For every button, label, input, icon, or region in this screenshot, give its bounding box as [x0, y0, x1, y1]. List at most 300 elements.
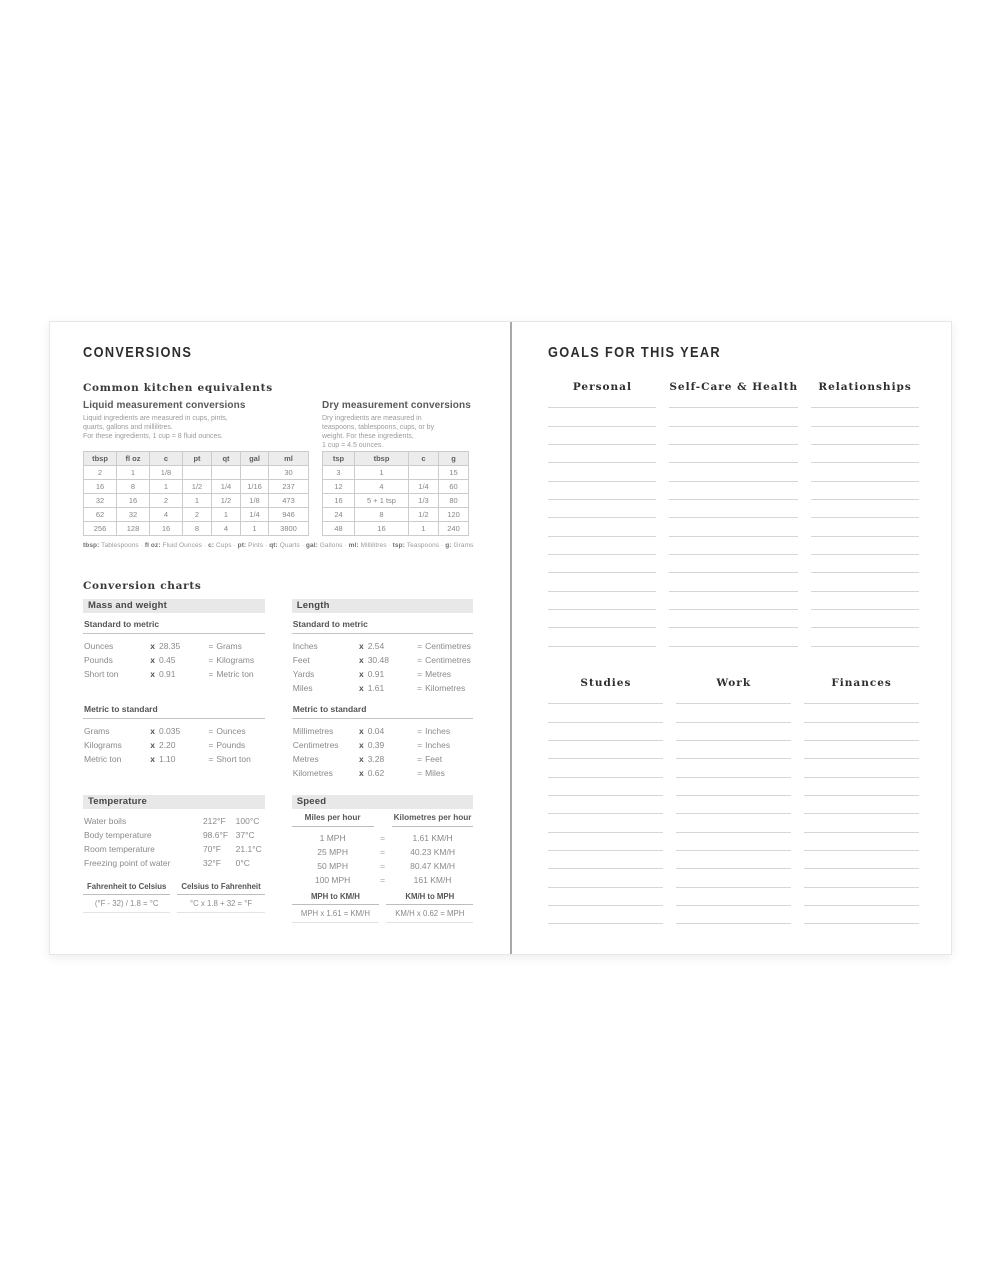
charts-left-column [83, 599, 265, 923]
table-cell: 16 [323, 494, 355, 508]
unit-from: Kilometres [292, 768, 333, 778]
conversion-subsection [292, 620, 474, 698]
table-cell: 1/16 [241, 480, 269, 494]
conversion-charts-grid [83, 599, 473, 923]
writing-line [548, 851, 663, 869]
celsius-value: 100°C [235, 816, 260, 826]
conversion-row [83, 653, 265, 667]
unit-from: Metric ton [84, 754, 122, 764]
unit-from: Miles [292, 683, 313, 693]
formula-text: °C x 1.8 + 32 = °F [177, 895, 264, 913]
factor: x 1.61 [358, 683, 385, 693]
goal-category-label: Self-Care & Health [669, 381, 799, 393]
goal-writing-lines [676, 686, 791, 924]
formula-column [386, 892, 473, 923]
writing-line [548, 628, 656, 646]
unit-from: Millimetres [292, 726, 334, 736]
column-header: gal [241, 452, 269, 466]
table-cell: 24 [323, 508, 355, 522]
temperature-label: Room temperature [84, 844, 155, 854]
mph-column-header: Miles per hour [292, 813, 374, 827]
dry-conversions-description: Dry ingredients are measured in teaspoons, tablespoons, cups, or by weight. For these ingredients, 1 cup = 4.5 ounces. [322, 415, 435, 449]
table-cell: 1 [117, 466, 150, 480]
table-cell: 1/2 [409, 508, 439, 522]
conversion-row [292, 724, 474, 738]
unit-to: = Inches [417, 726, 451, 736]
length-block [292, 599, 474, 795]
celsius-value: 21.1°C [235, 844, 262, 854]
writing-line [804, 741, 919, 759]
table-cell: 1/2 [183, 480, 212, 494]
writing-line [669, 610, 798, 628]
factor: x 0.91 [358, 669, 385, 679]
writing-line [811, 628, 919, 646]
writing-line [548, 500, 656, 518]
table-cell: 1/8 [150, 466, 183, 480]
conversion-subsection [83, 620, 265, 698]
temperature-rows [83, 814, 265, 913]
writing-line [548, 704, 663, 722]
kmh-column-header: Kilometres per hour [392, 813, 474, 827]
goal-column [669, 381, 798, 647]
conversion-row [292, 681, 474, 695]
writing-line [669, 518, 798, 536]
unit-to: = Feet [417, 754, 443, 764]
writing-line [811, 537, 919, 555]
speed-row [292, 845, 474, 859]
writing-line [804, 759, 919, 777]
column-header: c [409, 452, 439, 466]
charts-right-column [292, 599, 474, 923]
factor: x 0.45 [150, 655, 176, 665]
writing-line [548, 592, 656, 610]
subsection-title: Standard to metric [292, 620, 474, 634]
temperature-label: Freezing point of water [84, 858, 171, 868]
unit-from: Grams [84, 726, 110, 736]
writing-line [669, 463, 798, 481]
goal-category-label: Relationships [818, 381, 912, 393]
writing-line [548, 573, 656, 591]
table-row [84, 466, 309, 480]
equals-sign: = [380, 847, 386, 857]
writing-line [548, 888, 663, 906]
unit-from: Kilograms [84, 740, 122, 750]
mph-value: 1 MPH [319, 833, 346, 843]
unit-to: = Metres [417, 669, 452, 679]
speed-column-headers [292, 813, 474, 827]
table-cell: 8 [117, 480, 150, 494]
writing-line [811, 482, 919, 500]
writing-line [804, 888, 919, 906]
writing-line [548, 833, 663, 851]
table-cell: 1/8 [241, 494, 269, 508]
abbreviations-footnote: tbsp: Tablespoons · fl oz: Fluid Ounces · c: Cups · pt: Pints · qt: Quarts · gal: Gallons · ml: Millilitres · tsp: Teaspoons · g: Grams [83, 542, 474, 549]
goal-category-label: Personal [572, 381, 632, 393]
liquid-conversions-block [83, 400, 308, 536]
liquid-conversions-heading: Liquid measurement conversions [83, 400, 246, 411]
conversion-row [292, 653, 474, 667]
mass-weight-bar: Mass and weight [83, 599, 265, 613]
formula-column [83, 882, 170, 913]
table-row [84, 480, 309, 494]
factor: x 3.28 [358, 754, 385, 764]
conversion-row [83, 639, 265, 653]
table-cell: 32 [117, 508, 150, 522]
writing-line [676, 796, 791, 814]
goals-sections [548, 381, 919, 924]
temperature-reference-rows [83, 814, 265, 870]
column-header: tbsp [355, 452, 409, 466]
unit-from: Ounces [84, 641, 114, 651]
writing-line [676, 906, 791, 924]
table-cell: 1/4 [409, 480, 439, 494]
table-cell: 16 [117, 494, 150, 508]
kmh-value: 80.47 KM/H [410, 861, 455, 871]
writing-line [548, 869, 663, 887]
subsection-title: Metric to standard [292, 705, 474, 719]
formula-column [177, 882, 264, 913]
table-cell: 62 [84, 508, 117, 522]
unit-from: Pounds [84, 655, 113, 665]
writing-line [676, 851, 791, 869]
factor: x 2.54 [358, 641, 385, 651]
table-cell: 60 [439, 480, 469, 494]
writing-line [548, 610, 656, 628]
table-cell: 4 [212, 522, 241, 536]
factor: x 0.04 [358, 726, 385, 736]
table-row [84, 508, 309, 522]
writing-line [804, 778, 919, 796]
table-cell: 2 [84, 466, 117, 480]
temperature-row [83, 842, 265, 856]
conversion-row [292, 766, 474, 780]
writing-line [669, 537, 798, 555]
conversion-subsection [292, 705, 474, 780]
planner-open-spread [49, 321, 952, 955]
conversions-page [50, 322, 510, 954]
column-header: c [150, 452, 183, 466]
conversion-row [83, 738, 265, 752]
table-row [323, 508, 469, 522]
writing-line [804, 723, 919, 741]
table-cell: 16 [84, 480, 117, 494]
speed-formulas [292, 892, 474, 923]
writing-line [548, 906, 663, 924]
table-cell [409, 466, 439, 480]
equals-sign: = [380, 875, 386, 885]
table-cell: 2 [183, 508, 212, 522]
table-cell: 128 [117, 522, 150, 536]
table-row [84, 522, 309, 536]
mass-weight-block [83, 599, 265, 795]
factor: x 0.62 [358, 768, 385, 778]
table-cell: 237 [269, 480, 309, 494]
conversion-row [292, 667, 474, 681]
table-cell: 1 [212, 508, 241, 522]
writing-line [676, 814, 791, 832]
formula-text: KM/H x 0.62 = MPH [386, 905, 473, 923]
equals-sign: = [380, 833, 386, 843]
writing-line [804, 814, 919, 832]
writing-line [669, 628, 798, 646]
table-header-row [323, 452, 469, 466]
writing-line [669, 427, 798, 445]
writing-line [811, 555, 919, 573]
dry-conversions-block [322, 400, 471, 536]
writing-line [811, 500, 919, 518]
table-row [84, 494, 309, 508]
table-cell [241, 466, 269, 480]
goal-writing-lines [548, 686, 663, 924]
writing-line [548, 482, 656, 500]
mph-value: 50 MPH [317, 861, 348, 871]
temperature-label: Body temperature [84, 830, 152, 840]
conversion-row [83, 667, 265, 681]
writing-line [548, 555, 656, 573]
writing-line [669, 445, 798, 463]
page-title-conversions: CONVERSIONS [83, 344, 193, 361]
factor: x 0.39 [358, 740, 385, 750]
mass-weight-rows [83, 620, 265, 766]
writing-line [811, 463, 919, 481]
unit-from: Yards [292, 669, 315, 679]
table-cell: 30 [269, 466, 309, 480]
mph-value: 100 MPH [314, 875, 351, 885]
goal-column [804, 677, 919, 924]
writing-line [548, 518, 656, 536]
writing-line [804, 851, 919, 869]
factor: x 0.91 [150, 669, 176, 679]
table-row [323, 494, 469, 508]
table-cell: 48 [323, 522, 355, 536]
writing-line [548, 445, 656, 463]
table-row [323, 466, 469, 480]
table-cell: 16 [355, 522, 409, 536]
length-bar: Length [292, 599, 474, 613]
writing-line [676, 759, 791, 777]
table-cell: 15 [439, 466, 469, 480]
unit-to: = Centimetres [417, 641, 471, 651]
writing-line [804, 869, 919, 887]
formula-title: Fahrenheit to Celsius [83, 882, 170, 895]
fahrenheit-value: 212°F [202, 816, 226, 826]
writing-line [548, 759, 663, 777]
unit-to: = Pounds [208, 740, 246, 750]
table-header-row [84, 452, 309, 466]
table-cell: 1 [150, 480, 183, 494]
formula-text: MPH x 1.61 = KM/H [292, 905, 379, 923]
temperature-formulas [83, 882, 265, 913]
writing-line [804, 833, 919, 851]
formula-title: Celsius to Fahrenheit [177, 882, 264, 895]
writing-line [548, 814, 663, 832]
subsection-title: Standard to metric [83, 620, 265, 634]
writing-line [548, 537, 656, 555]
speed-bar: Speed [292, 795, 474, 809]
writing-line [669, 500, 798, 518]
conversion-row [83, 724, 265, 738]
table-cell: 32 [84, 494, 117, 508]
goal-category-label: Finances [831, 676, 892, 689]
writing-line [676, 723, 791, 741]
formula-text: (°F - 32) / 1.8 = °C [83, 895, 170, 913]
writing-line [548, 463, 656, 481]
writing-line [548, 796, 663, 814]
fahrenheit-value: 98.6°F [202, 830, 229, 840]
kmh-value: 1.61 KM/H [412, 833, 453, 843]
table-cell: 1/4 [241, 508, 269, 522]
writing-line [548, 723, 663, 741]
table-cell: 8 [183, 522, 212, 536]
goal-column [811, 381, 919, 647]
speed-rows [292, 813, 474, 923]
factor: x 1.10 [150, 754, 176, 764]
fahrenheit-value: 70°F [202, 844, 221, 854]
writing-line [676, 869, 791, 887]
table-cell: 4 [355, 480, 409, 494]
conversion-charts-heading: Conversion charts [83, 580, 202, 592]
unit-from: Centimetres [292, 740, 339, 750]
conversion-row [292, 639, 474, 653]
unit-to: = Metric ton [208, 669, 254, 679]
column-header: ml [269, 452, 309, 466]
table-cell: 1 [241, 522, 269, 536]
kmh-value: 161 KM/H [413, 875, 452, 885]
unit-to: = Centimetres [417, 655, 471, 665]
subsection-title: Metric to standard [83, 705, 265, 719]
fahrenheit-value: 32°F [202, 858, 221, 868]
temperature-row [83, 814, 265, 828]
table-cell [183, 466, 212, 480]
temperature-row [83, 828, 265, 842]
factor: x 28.35 [150, 641, 181, 651]
goal-column [676, 677, 791, 924]
writing-line [811, 592, 919, 610]
goal-column [548, 381, 656, 647]
page-title-goals: GOALS FOR THIS YEAR [548, 344, 722, 361]
writing-line [676, 778, 791, 796]
mph-value: 25 MPH [317, 847, 348, 857]
speed-row [292, 859, 474, 873]
kmh-value: 40.23 KM/H [410, 847, 455, 857]
speed-reference-rows [292, 831, 474, 887]
table-cell [212, 466, 241, 480]
table-cell: 256 [84, 522, 117, 536]
table-cell: 1/4 [212, 480, 241, 494]
temperature-block [83, 795, 265, 913]
goal-writing-lines [548, 390, 656, 647]
liquid-conversions-description: Liquid ingredients are measured in cups, pints, quarts, gallons and millilitres. For these ingredients, 1 cup = 8 fluid ounces. [83, 415, 228, 440]
unit-from: Inches [292, 641, 318, 651]
conversion-row [83, 752, 265, 766]
table-cell: 1 [355, 466, 409, 480]
writing-line [548, 741, 663, 759]
dry-conversions-table [322, 451, 469, 536]
table-cell: 4 [150, 508, 183, 522]
table-cell: 80 [439, 494, 469, 508]
unit-to: = Inches [417, 740, 451, 750]
writing-line [669, 408, 798, 426]
formula-title: MPH to KM/H [292, 892, 379, 905]
dry-conversions-heading: Dry measurement conversions [322, 400, 471, 411]
writing-line [669, 573, 798, 591]
unit-to: = Kilometres [417, 683, 466, 693]
column-header: pt [183, 452, 212, 466]
column-header: g [439, 452, 469, 466]
goal-column [548, 677, 663, 924]
equals-sign: = [380, 861, 386, 871]
factor: x 30.48 [358, 655, 389, 665]
column-header: tsp [323, 452, 355, 466]
writing-line [548, 408, 656, 426]
table-cell: 1 [409, 522, 439, 536]
writing-line [669, 555, 798, 573]
goal-writing-lines [804, 686, 919, 924]
temperature-bar: Temperature [83, 795, 265, 809]
length-rows [292, 620, 474, 780]
conversion-subsection [83, 705, 265, 766]
unit-to: = Ounces [208, 726, 246, 736]
unit-to: = Short ton [208, 754, 251, 764]
unit-to: = Grams [208, 641, 242, 651]
table-row [323, 522, 469, 536]
table-row [323, 480, 469, 494]
unit-from: Short ton [84, 669, 119, 679]
table-cell: 946 [269, 508, 309, 522]
writing-line [669, 482, 798, 500]
unit-to: = Miles [417, 768, 445, 778]
column-header: qt [212, 452, 241, 466]
goals-section [548, 381, 919, 647]
formula-title: KM/H to MPH [386, 892, 473, 905]
writing-line [804, 796, 919, 814]
table-cell: 5 + 1 tsp [355, 494, 409, 508]
writing-line [676, 704, 791, 722]
unit-from: Feet [292, 655, 310, 665]
writing-line [811, 427, 919, 445]
liquid-conversions-table [83, 451, 309, 536]
writing-line [804, 704, 919, 722]
table-cell: 8 [355, 508, 409, 522]
table-cell: 3 [323, 466, 355, 480]
writing-line [811, 408, 919, 426]
celsius-value: 37°C [235, 830, 255, 840]
table-cell: 473 [269, 494, 309, 508]
table-cell: 240 [439, 522, 469, 536]
table-cell: 1 [183, 494, 212, 508]
table-cell: 3800 [269, 522, 309, 536]
writing-line [548, 427, 656, 445]
kitchen-equivalents-heading: Common kitchen equivalents [83, 382, 273, 394]
goals-section [548, 677, 919, 924]
goal-writing-lines [811, 390, 919, 647]
writing-line [676, 741, 791, 759]
goal-category-label: Studies [580, 676, 632, 689]
table-cell: 1/2 [212, 494, 241, 508]
speed-row [292, 831, 474, 845]
writing-line [669, 592, 798, 610]
column-header: fl oz [117, 452, 150, 466]
column-header: tbsp [84, 452, 117, 466]
writing-line [811, 610, 919, 628]
writing-line [811, 445, 919, 463]
writing-line [811, 518, 919, 536]
kitchen-tables-row [83, 400, 473, 536]
table-cell: 1/3 [409, 494, 439, 508]
table-cell: 12 [323, 480, 355, 494]
unit-from: Metres [292, 754, 319, 764]
table-cell: 120 [439, 508, 469, 522]
